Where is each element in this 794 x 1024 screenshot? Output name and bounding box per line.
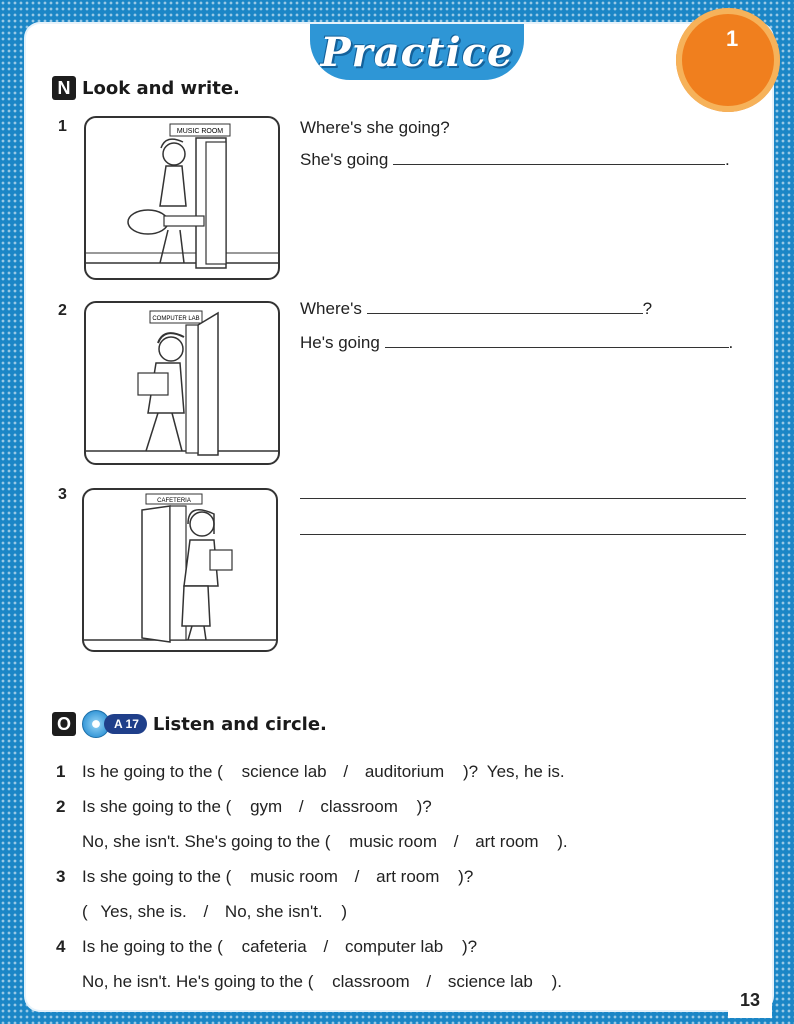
question-start: Is she going to the ( [82,797,232,816]
option-a[interactable]: cafeteria [241,937,307,956]
section-n-title: Look and write. [82,77,240,99]
option-b[interactable]: science lab [447,972,533,991]
question-end: ). [557,832,568,851]
item-3-answer-line-1[interactable] [300,498,746,499]
listen-circle-list [56,762,756,1007]
sign-computer-lab: COMPUTER LAB [152,316,200,322]
option-b[interactable]: No, she isn't. [224,902,323,921]
illustration-woman-cafeteria [82,488,278,652]
option-separator: / [426,972,432,991]
item-2-answer-blank[interactable] [385,347,729,348]
item-1-answer-blank[interactable] [393,164,725,165]
sign-cafeteria: CAFETERIA [157,498,191,504]
question-start: No, he isn't. He's going to the ( [82,972,314,991]
item-1-number: 1 [58,118,67,135]
list-item [56,972,756,1007]
item-2-answer-suffix: . [728,333,734,352]
section-n-letter: N [52,76,76,100]
question-end: )? [416,797,432,816]
list-item-number: 2 [56,797,66,816]
option-b[interactable]: auditorium [364,762,445,781]
option-b[interactable]: classroom [320,797,398,816]
option-a[interactable]: gym [250,797,283,816]
list-item-number: 4 [56,937,66,956]
list-item [56,937,756,972]
question-end: ) [341,902,348,921]
question-start: Is he going to the ( [82,762,223,781]
unit-badge [676,8,780,112]
audio-track-badge[interactable] [82,710,147,738]
item-1-answer-prefix: She's going [300,150,389,169]
option-a[interactable]: music room [250,867,338,886]
item-2-question-suffix: ? [642,299,653,318]
list-item [56,867,756,902]
question-start: Is she going to the ( [82,867,232,886]
item-2-number: 2 [58,302,67,319]
illustration-boy-computer-lab [84,301,280,465]
item-3-answer-line-2[interactable] [300,534,746,535]
item-2-answer-prefix: He's going [300,333,380,352]
option-separator: / [343,762,349,781]
option-b[interactable]: art room [475,832,539,851]
list-item [56,797,756,832]
item-1-question: Where's she going? [300,118,450,137]
question-start: No, she isn't. She's going to the ( [82,832,331,851]
item-2-question-line [300,299,652,319]
item-1-answer-line [300,150,730,170]
section-n-header [52,76,240,100]
option-a[interactable]: classroom [332,972,410,991]
practice-banner [310,24,524,80]
option-b[interactable]: computer lab [344,937,444,956]
unit-number: 1 [726,26,739,51]
option-a[interactable]: Yes, she is. [100,902,187,921]
sign-music-room: MUSIC ROOM [176,128,224,135]
item-2-answer-line [300,333,733,353]
section-o-letter: O [52,712,76,736]
question-end: ). [551,972,562,991]
option-separator: / [453,832,459,851]
section-o-header [52,710,327,738]
item-2-question-prefix: Where's [300,299,362,318]
item-3-number: 3 [58,486,67,503]
section-o-title: Listen and circle. [152,713,327,735]
option-separator: / [354,867,360,886]
option-b[interactable]: art room [376,867,440,886]
banner-title: Practice [320,28,514,76]
option-separator: / [203,902,209,921]
question-end: )? [462,762,479,781]
list-item [56,762,756,797]
list-item [56,902,756,937]
option-a[interactable]: music room [349,832,438,851]
worksheet-page [26,24,772,1010]
option-separator: / [323,937,329,956]
page-number: 13 [728,982,772,1018]
list-item [56,832,756,867]
item-2-question-blank[interactable] [367,313,643,314]
question-end: )? [461,937,478,956]
illustration-girl-music-room [84,116,280,280]
question-start: Is he going to the ( [82,937,223,956]
item-1-answer-suffix: . [725,150,730,169]
answer-text: Yes, he is. [486,762,565,781]
question-end: )? [458,867,474,886]
option-a[interactable]: science lab [241,762,327,781]
list-item-number: 1 [56,762,66,781]
option-separator: / [298,797,304,816]
question-start: ( [82,902,88,921]
list-item-number: 3 [56,867,66,886]
audio-track-label: A 17 [104,714,147,734]
